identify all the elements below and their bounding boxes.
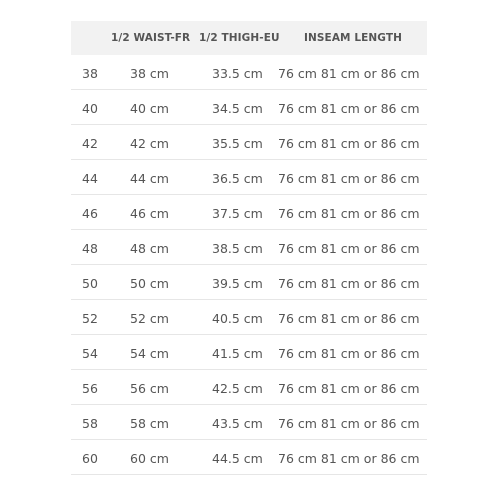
cell-waist: 46 cm bbox=[130, 206, 169, 221]
cell-inseam: 76 cm 81 cm or 86 cm bbox=[278, 276, 420, 291]
cell-size: 38 bbox=[82, 66, 98, 81]
cell-inseam: 76 cm 81 cm or 86 cm bbox=[278, 136, 420, 151]
size-chart-table bbox=[71, 21, 427, 475]
cell-thigh: 33.5 cm bbox=[212, 66, 263, 81]
cell-size: 42 bbox=[82, 136, 98, 151]
cell-thigh: 35.5 cm bbox=[212, 136, 263, 151]
cell-thigh: 39.5 cm bbox=[212, 276, 263, 291]
cell-waist: 50 cm bbox=[130, 276, 169, 291]
table-row bbox=[71, 300, 427, 335]
cell-waist: 42 cm bbox=[130, 136, 169, 151]
header-half-thigh: 1/2 THIGH-EU bbox=[199, 32, 280, 44]
cell-size: 48 bbox=[82, 241, 98, 256]
cell-size: 52 bbox=[82, 311, 98, 326]
table-row bbox=[71, 335, 427, 370]
cell-thigh: 37.5 cm bbox=[212, 206, 263, 221]
cell-size: 46 bbox=[82, 206, 98, 221]
cell-waist: 60 cm bbox=[130, 451, 169, 466]
cell-inseam: 76 cm 81 cm or 86 cm bbox=[278, 241, 420, 256]
cell-inseam: 76 cm 81 cm or 86 cm bbox=[278, 346, 420, 361]
cell-thigh: 34.5 cm bbox=[212, 101, 263, 116]
table-row bbox=[71, 125, 427, 160]
cell-inseam: 76 cm 81 cm or 86 cm bbox=[278, 66, 420, 81]
table-row bbox=[71, 160, 427, 195]
cell-thigh: 42.5 cm bbox=[212, 381, 263, 396]
cell-thigh: 36.5 cm bbox=[212, 171, 263, 186]
cell-inseam: 76 cm 81 cm or 86 cm bbox=[278, 311, 420, 326]
table-row bbox=[71, 195, 427, 230]
table-row bbox=[71, 90, 427, 125]
cell-inseam: 76 cm 81 cm or 86 cm bbox=[278, 381, 420, 396]
table-row bbox=[71, 230, 427, 265]
cell-inseam: 76 cm 81 cm or 86 cm bbox=[278, 101, 420, 116]
cell-size: 50 bbox=[82, 276, 98, 291]
cell-inseam: 76 cm 81 cm or 86 cm bbox=[278, 171, 420, 186]
cell-thigh: 40.5 cm bbox=[212, 311, 263, 326]
cell-inseam: 76 cm 81 cm or 86 cm bbox=[278, 451, 420, 466]
cell-waist: 54 cm bbox=[130, 346, 169, 361]
cell-thigh: 38.5 cm bbox=[212, 241, 263, 256]
cell-waist: 40 cm bbox=[130, 101, 169, 116]
cell-inseam: 76 cm 81 cm or 86 cm bbox=[278, 206, 420, 221]
table-body bbox=[71, 55, 427, 475]
table-row bbox=[71, 370, 427, 405]
cell-size: 40 bbox=[82, 101, 98, 116]
cell-size: 54 bbox=[82, 346, 98, 361]
cell-size: 58 bbox=[82, 416, 98, 431]
cell-waist: 44 cm bbox=[130, 171, 169, 186]
cell-waist: 58 cm bbox=[130, 416, 169, 431]
table-row bbox=[71, 265, 427, 300]
cell-waist: 52 cm bbox=[130, 311, 169, 326]
cell-waist: 56 cm bbox=[130, 381, 169, 396]
cell-thigh: 43.5 cm bbox=[212, 416, 263, 431]
cell-size: 56 bbox=[82, 381, 98, 396]
table-header-row bbox=[71, 21, 427, 55]
cell-thigh: 44.5 cm bbox=[212, 451, 263, 466]
cell-size: 60 bbox=[82, 451, 98, 466]
cell-size: 44 bbox=[82, 171, 98, 186]
header-inseam-length: INSEAM LENGTH bbox=[304, 32, 402, 44]
cell-waist: 38 cm bbox=[130, 66, 169, 81]
table-row bbox=[71, 55, 427, 90]
header-half-waist: 1/2 WAIST-FR bbox=[111, 32, 191, 44]
cell-waist: 48 cm bbox=[130, 241, 169, 256]
table-row bbox=[71, 440, 427, 475]
cell-thigh: 41.5 cm bbox=[212, 346, 263, 361]
table-row bbox=[71, 405, 427, 440]
cell-inseam: 76 cm 81 cm or 86 cm bbox=[278, 416, 420, 431]
